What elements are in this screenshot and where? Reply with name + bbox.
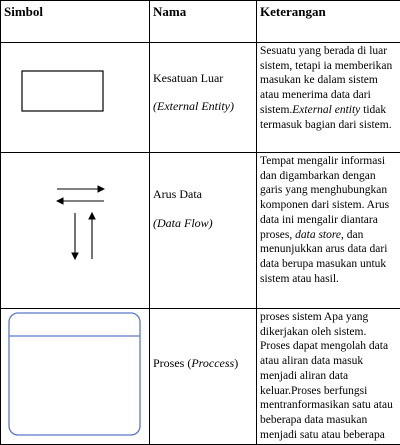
data-flow-symbol: [1, 153, 150, 303]
symbol-cell: [1, 43, 150, 153]
table-row-process: [1, 309, 400, 445]
keterangan-cell: [257, 309, 400, 445]
ket-line: beberapa data masukan: [260, 413, 399, 428]
ket-line: sistem.External entity tidak: [260, 103, 399, 118]
header-simbol: Simbol: [1, 1, 150, 43]
keterangan-cell: [257, 43, 400, 153]
keterangan-cell: [257, 153, 400, 309]
ket-line: data ini mengalir diantara: [260, 213, 399, 228]
nama-cell: [150, 43, 257, 153]
ket-line: dan digambarkan dengan: [260, 169, 399, 184]
nama-cell: [150, 153, 257, 309]
symbol-cell: [1, 309, 150, 445]
ket-line: komponen dari sistem. Arus: [260, 198, 399, 213]
header-nama: Nama: [150, 1, 257, 43]
ket-line: termasuk bagian dari sistem.: [260, 118, 399, 133]
ket-line: garis yang menghubungkan: [260, 183, 399, 198]
ket-line: menunjukkan arus data dari: [260, 242, 399, 257]
nama-main: Proses (Proccess): [150, 309, 256, 371]
ket-line: masukan ke dalam sistem: [260, 73, 399, 88]
ket-line: proses, data store, dan: [260, 228, 399, 243]
ket-line: menjadi aliran data: [260, 369, 399, 384]
nama-sub: (External Entity): [153, 99, 234, 113]
ket-line: dikerjakan oleh sistem.: [260, 325, 399, 340]
ket-line: sistem, tetapi ia memberikan: [260, 59, 399, 74]
ket-line: Sesuatu yang berada di luar: [260, 44, 399, 59]
nama-cell: [150, 309, 257, 445]
ket-line: menjadi satu atau beberapa: [260, 428, 399, 443]
table-row-external-entity: [1, 43, 400, 153]
ket-line: Tempat mengalir informasi: [260, 154, 399, 169]
table-header-row: [1, 1, 400, 43]
process-symbol: [1, 309, 150, 439]
ket-line: Proses dapat mengolah data: [260, 339, 399, 354]
nama-main: Kesatuan Luar: [150, 43, 256, 86]
ket-line: mentranformasikan satu atau: [260, 398, 399, 413]
nama-sub: (Data Flow): [153, 216, 213, 230]
ket-line: atau aliran data masuk: [260, 354, 399, 369]
nama-main: Arus Data: [150, 153, 256, 202]
symbol-cell: [1, 153, 150, 309]
table-row-data-flow: [1, 153, 400, 309]
ket-line: proses sistem Apa yang: [260, 310, 399, 325]
ket-line: sistem atau hasil.: [260, 272, 399, 287]
external-entity-symbol: [1, 43, 150, 147]
ket-line: data berupa masukan untuk: [260, 257, 399, 272]
ket-line: atau menerima data dari: [260, 88, 399, 103]
header-keterangan: Keterangan: [257, 1, 400, 43]
ket-line: keluar.Proses berfungsi: [260, 384, 399, 399]
